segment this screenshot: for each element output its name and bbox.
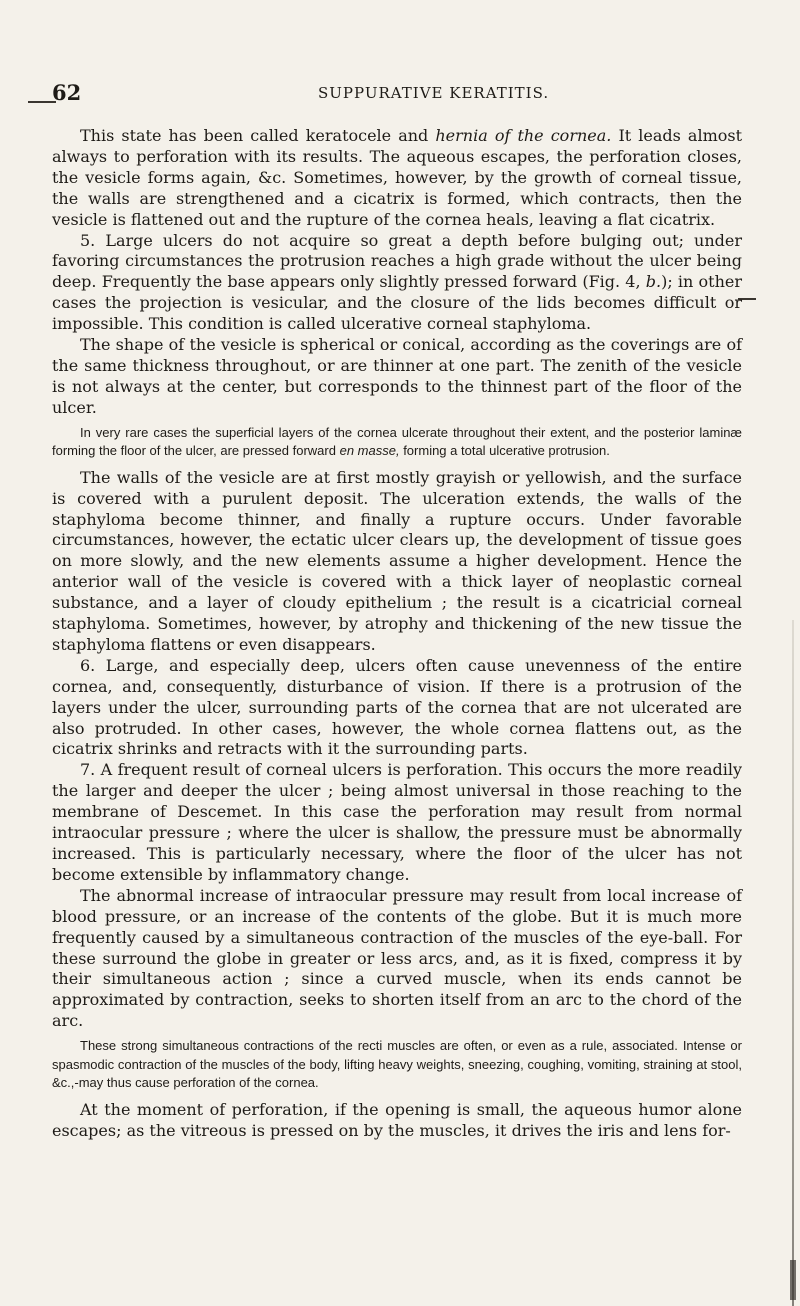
running-head: SUPPURATIVE KERATITIS. <box>318 84 550 102</box>
footnote-paragraph: These strong simultaneous contractions of the recti muscles are often, or even as a rule, associated. Intense or spasmodic contraction of the muscles of the body, lifting heavy weights, sneezing, coughing, vomiting, straining at stool, &c.,-may thus cause perforation of the cornea. <box>52 1038 742 1091</box>
italic-term: en masse, <box>339 443 400 459</box>
paragraph: At the moment of perforation, if the opening is small, the aqueous humor alone escapes; as the vitreous is pressed on by the muscles, it drives the iris and lens for- <box>52 1099 742 1140</box>
footnote-paragraph <box>52 424 742 461</box>
page-edge-shadow <box>792 620 794 1306</box>
paragraph: 7. A frequent result of corneal ulcers is perforation. This occurs the more readily the larger and deeper the ulcer ; being almost universal in those reaching to the membrane of Descemet. In this case the perforation may result from normal intraocular pressure ; where the ulcer is shallow, the pressure must be abnormally increased. This is particularly necessary, where the floor of the ulcer has not become extensible by inflammatory change. <box>52 760 742 884</box>
text-run: forming a total ulcerative protrusion. <box>399 443 610 459</box>
italic-term: b. <box>645 272 662 292</box>
text-run: 5. Large ulcers do not acquire so great a depth before bulging out; under favoring circumstances the protrusion reaches a high grade without the ulcer being deep. Frequently the base appears only slightly pressed forward (Fig. 4, <box>52 230 742 292</box>
body-text <box>52 126 742 1141</box>
paragraph <box>52 231 742 336</box>
paragraph: 6. Large, and especially deep, ulcers often cause unevenness of the entire cornea, and, consequently, disturbance of vision. If there is a protrusion of the layers under the ulcer, surrounding parts of the cornea that are not ulcerated are also protruded. In other cases, however, the whole cornea flattens out, as the cicatrix shrinks and retracts with it the surrounding parts. <box>52 655 742 759</box>
page-header <box>0 80 800 108</box>
italic-term: hernia of the cornea. <box>435 126 612 145</box>
text-run: It leads almost always to perforation with its results. The aqueous escapes, the perforation closes, the vesicle forms again, &c. Sometimes, however, by the growth of corneal tissue, the walls are strengthened and a cicatrix is formed, which contracts, then the vesicle is flattened out and the rupture of the cornea heals, leaving a flat cicatrix. <box>52 126 743 229</box>
page-edge-shadow <box>790 1260 796 1300</box>
text-run: In very rare cases the superficial layers of the cornea ulcerate throughout their extent, and the posterior laminæ forming the floor of the ulcer, are pressed forward <box>52 424 742 459</box>
paragraph: The abnormal increase of intraocular pressure may result from local increase of blood pressure, or an increase of the contents of the globe. But it is much more frequently caused by a simultaneous contraction of the muscles of the eye-ball. For these surround the globe in greater or less arcs, and, as it is fixed, compress it by their simultaneous action ; since a curved muscle, when its ends cannot be approximated by contraction, seeks to shorten itself from an arc to the chord of the arc. <box>52 885 742 1031</box>
text-run: ); in other cases the projection is vesicular, and the closure of the lids becomes difficult or impossible. This condition is called ulcerative corneal staphyloma. <box>52 272 742 334</box>
paragraph: The walls of the vesicle are at first mostly grayish or yellowish, and the surface is covered with a purulent deposit. The ulceration extends, the walls of the staphyloma become thinner, and finally a rupture occurs. Under favorable circumstances, however, the ectatic ulcer clears up, the development of tissue goes on more slowly, and the new elements assume a higher development. Hence the anterior wall of the vesicle is covered with a thick layer of neoplastic corneal substance, and a layer of cloudy epithelium ; the result is a cicatricial corneal staphyloma. Sometimes, however, by atrophy and thickening of the new tissue the staphyloma flattens or even disappears. <box>52 467 742 654</box>
paragraph <box>52 126 742 231</box>
paragraph: The shape of the vesicle is spherical or conical, according as the coverings are of the same thickness throughout, or are thinner at one part. The zenith of the vesicle is not always at the center, but corresponds to the thinnest part of the floor of the ulcer. <box>52 335 742 417</box>
text-run: This state has been called keratocele and <box>80 126 436 145</box>
page-number: 62 <box>52 80 82 105</box>
